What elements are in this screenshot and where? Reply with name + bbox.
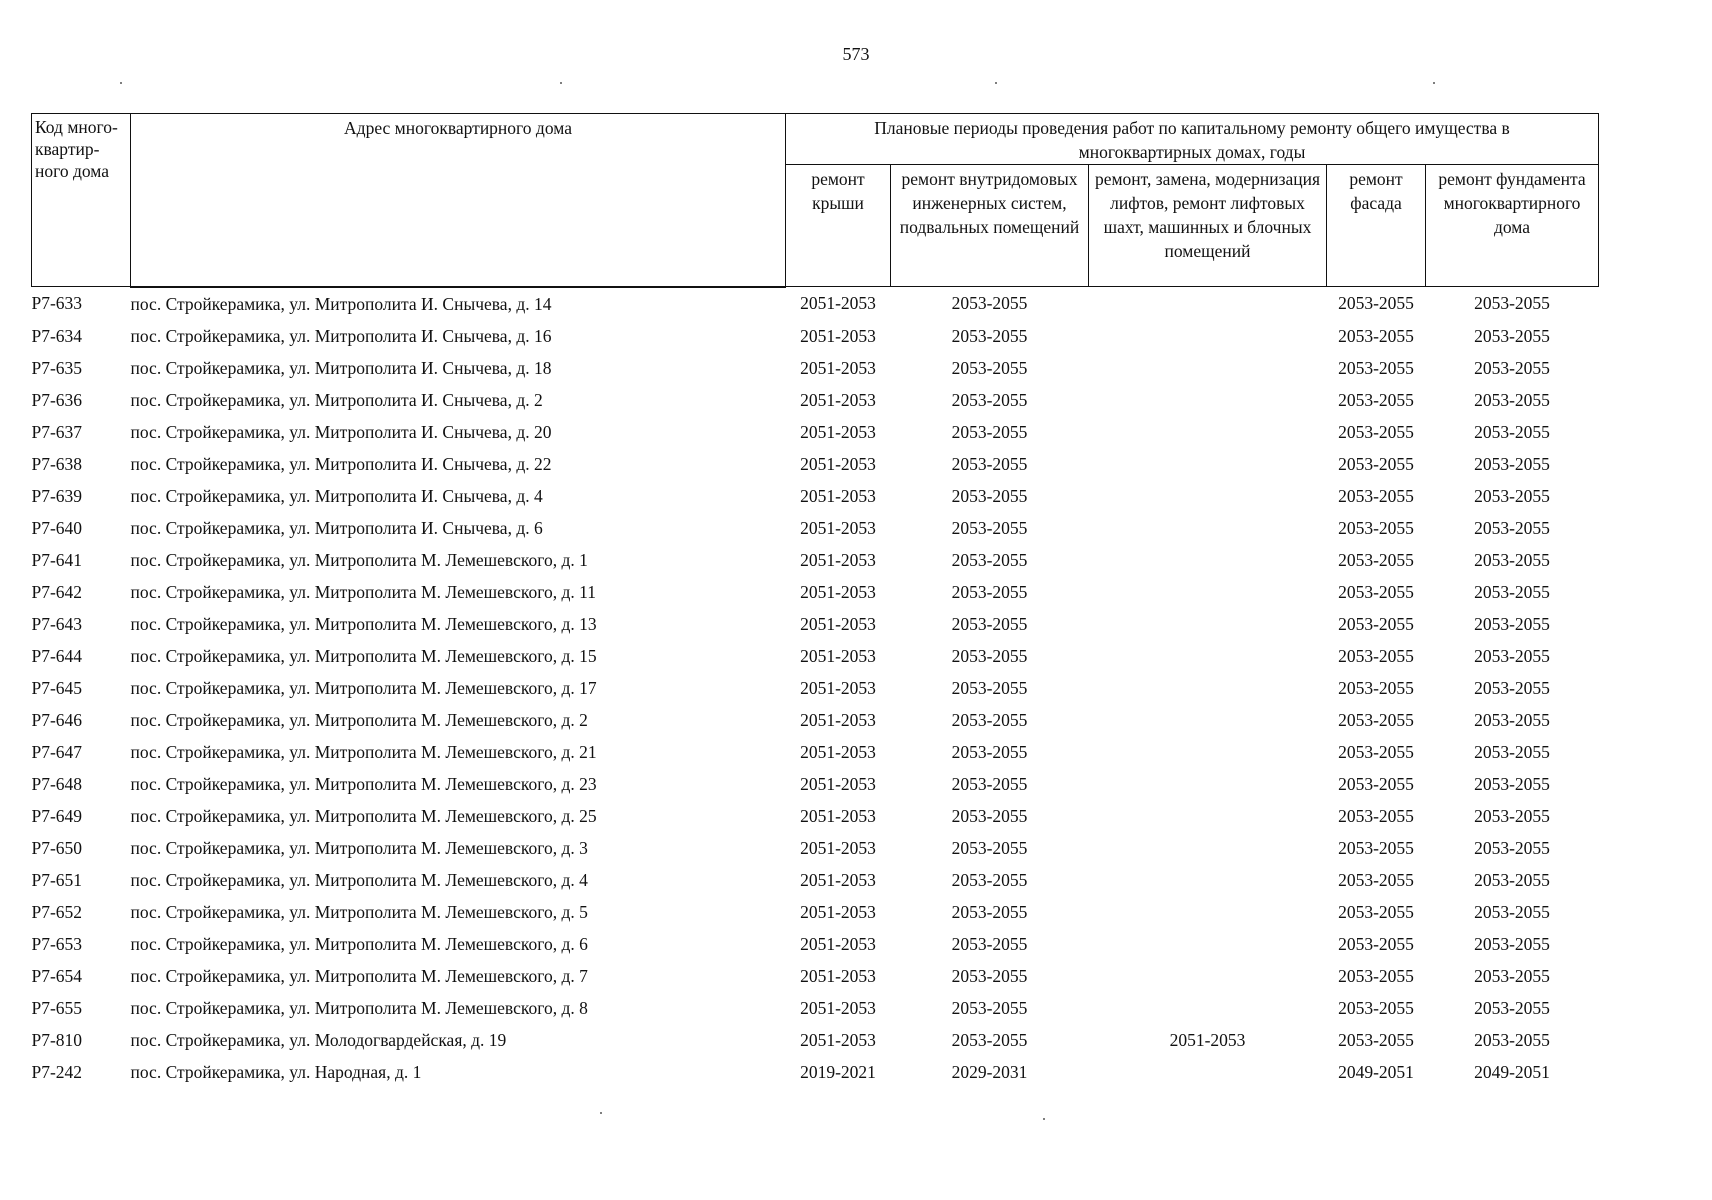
header-roof: ремонт крыши: [786, 165, 891, 287]
cell-elevators: [1089, 768, 1327, 800]
cell-roof: 2051-2053: [800, 741, 876, 762]
table-row: [32, 352, 1599, 384]
cell-elevators: [1089, 287, 1327, 320]
table-row: [32, 1024, 1599, 1056]
table-row: [32, 544, 1599, 576]
table-row: [32, 320, 1599, 352]
cell-address: пос. Стройкерамика, ул. Митрополита И. Снычева, д. 16: [130, 325, 552, 346]
cell-facade: 2053-2055: [1338, 741, 1414, 762]
cell-code: Р7-650: [31, 837, 83, 858]
cell-code: Р7-646: [31, 709, 83, 730]
cell-address: пос. Стройкерамика, ул. Митрополита М. Лемешевского, д. 17: [130, 677, 597, 698]
scan-speck: [1433, 82, 1435, 84]
cell-foundation: 2053-2055: [1474, 517, 1550, 538]
cell-code: Р7-643: [31, 613, 83, 634]
cell-elevators: [1089, 352, 1327, 384]
cell-facade: 2053-2055: [1338, 901, 1414, 922]
cell-roof: 2051-2053: [800, 869, 876, 890]
cell-code: Р7-638: [31, 453, 83, 474]
cell-roof: 2051-2053: [800, 965, 876, 986]
table-row: [32, 928, 1599, 960]
cell-elevators: [1089, 384, 1327, 416]
table-row: [32, 480, 1599, 512]
table-row: [32, 1056, 1599, 1088]
cell-foundation: 2053-2055: [1474, 389, 1550, 410]
scan-speck: [995, 82, 997, 84]
cell-code: Р7-645: [31, 677, 83, 698]
cell-facade: 2053-2055: [1338, 421, 1414, 442]
cell-address: пос. Стройкерамика, ул. Митрополита М. Лемешевского, д. 23: [130, 773, 597, 794]
cell-facade: 2053-2055: [1338, 933, 1414, 954]
cell-elevators: [1089, 896, 1327, 928]
header-address: Адрес многоквартирного дома: [131, 114, 786, 287]
cell-code: Р7-642: [31, 581, 83, 602]
cell-foundation: 2053-2055: [1474, 645, 1550, 666]
cell-code: Р7-648: [31, 773, 83, 794]
cell-roof: 2051-2053: [800, 325, 876, 346]
header-engineering: ремонт внутридомовых инженерных систем, подвальных помещений: [891, 165, 1089, 287]
cell-engineering: 2053-2055: [951, 325, 1028, 346]
cell-elevators: [1089, 544, 1327, 576]
cell-engineering: 2053-2055: [951, 645, 1028, 666]
cell-engineering: 2053-2055: [951, 517, 1028, 538]
table-row: [32, 448, 1599, 480]
cell-facade: 2053-2055: [1338, 677, 1414, 698]
cell-address: пос. Стройкерамика, ул. Молодогвардейская, д. 19: [130, 1029, 507, 1050]
cell-engineering: 2053-2055: [951, 549, 1028, 570]
cell-engineering: 2053-2055: [951, 677, 1028, 698]
cell-engineering: 2053-2055: [951, 965, 1028, 986]
cell-elevators: [1089, 832, 1327, 864]
table-header: [32, 114, 1599, 287]
cell-foundation: 2053-2055: [1474, 805, 1550, 826]
cell-foundation: 2053-2055: [1474, 293, 1550, 314]
cell-elevators: [1089, 672, 1327, 704]
cell-engineering: 2053-2055: [951, 901, 1028, 922]
header-code: Код много-квартир-ного дома: [32, 114, 131, 287]
cell-foundation: 2053-2055: [1474, 901, 1550, 922]
cell-roof: 2051-2053: [800, 997, 876, 1018]
scan-speck: [1043, 1118, 1045, 1120]
cell-address: пос. Стройкерамика, ул. Митрополита И. Снычева, д. 6: [130, 517, 543, 538]
cell-engineering: 2053-2055: [951, 357, 1028, 378]
cell-address: пос. Стройкерамика, ул. Митрополита М. Лемешевского, д. 15: [130, 645, 597, 666]
cell-foundation: 2053-2055: [1474, 773, 1550, 794]
cell-facade: 2053-2055: [1338, 1029, 1414, 1050]
cell-foundation: 2053-2055: [1474, 421, 1550, 442]
cell-engineering: 2053-2055: [951, 453, 1028, 474]
table-row: [32, 768, 1599, 800]
cell-code: Р7-640: [31, 517, 83, 538]
cell-address: пос. Стройкерамика, ул. Митрополита М. Лемешевского, д. 7: [130, 965, 588, 986]
cell-address: пос. Стройкерамика, ул. Митрополита И. Снычева, д. 22: [130, 453, 552, 474]
cell-address: пос. Стройкерамика, ул. Митрополита М. Лемешевского, д. 13: [130, 613, 597, 634]
table-row: [32, 864, 1599, 896]
cell-facade: 2053-2055: [1338, 389, 1414, 410]
cell-elevators: [1089, 608, 1327, 640]
capital-repair-table: [31, 113, 1599, 1088]
cell-facade: 2053-2055: [1338, 773, 1414, 794]
cell-address: пос. Стройкерамика, ул. Митрополита И. Снычева, д. 2: [130, 389, 543, 410]
cell-foundation: 2053-2055: [1474, 357, 1550, 378]
cell-engineering: 2053-2055: [951, 997, 1028, 1018]
cell-foundation: 2053-2055: [1474, 581, 1550, 602]
cell-code: Р7-655: [31, 997, 83, 1018]
cell-code: Р7-635: [31, 357, 83, 378]
cell-foundation: 2053-2055: [1474, 997, 1550, 1018]
cell-roof: 2051-2053: [800, 613, 876, 634]
cell-engineering: 2053-2055: [951, 741, 1028, 762]
table-row: [32, 384, 1599, 416]
cell-roof: 2051-2053: [800, 421, 876, 442]
cell-code: Р7-651: [31, 869, 83, 890]
table-row: [32, 416, 1599, 448]
cell-roof: 2051-2053: [800, 645, 876, 666]
cell-code: Р7-639: [31, 485, 83, 506]
cell-engineering: 2053-2055: [951, 933, 1028, 954]
cell-code: Р7-633: [31, 293, 83, 314]
cell-facade: 2053-2055: [1338, 581, 1414, 602]
cell-elevators: [1089, 512, 1327, 544]
cell-elevators: [1089, 960, 1327, 992]
scan-speck: [560, 82, 562, 84]
cell-address: пос. Стройкерамика, ул. Митрополита М. Лемешевского, д. 5: [130, 901, 588, 922]
table-row: [32, 800, 1599, 832]
cell-code: Р7-641: [31, 549, 83, 570]
cell-roof: 2051-2053: [800, 933, 876, 954]
cell-engineering: 2053-2055: [951, 293, 1028, 314]
table-row: [32, 640, 1599, 672]
cell-address: пос. Стройкерамика, ул. Митрополита М. Лемешевского, д. 6: [130, 933, 588, 954]
cell-facade: 2053-2055: [1338, 357, 1414, 378]
cell-address: пос. Стройкерамика, ул. Митрополита М. Лемешевского, д. 4: [130, 869, 588, 890]
cell-address: пос. Стройкерамика, ул. Митрополита М. Лемешевского, д. 11: [130, 581, 596, 602]
cell-elevators: [1089, 992, 1327, 1024]
cell-foundation: 2053-2055: [1474, 869, 1550, 890]
cell-foundation: 2053-2055: [1474, 549, 1550, 570]
cell-address: пос. Стройкерамика, ул. Митрополита И. Снычева, д. 14: [130, 293, 552, 314]
cell-foundation: 2053-2055: [1474, 741, 1550, 762]
scan-speck: [120, 82, 122, 84]
cell-elevators: [1089, 928, 1327, 960]
cell-engineering: 2053-2055: [951, 773, 1028, 794]
cell-foundation: 2053-2055: [1474, 933, 1550, 954]
cell-address: пос. Стройкерамика, ул. Митрополита М. Лемешевского, д. 21: [130, 741, 597, 762]
cell-engineering: 2053-2055: [951, 421, 1028, 442]
cell-code: Р7-810: [31, 1029, 83, 1050]
cell-roof: 2051-2053: [800, 293, 876, 314]
cell-elevators: [1089, 416, 1327, 448]
header-planned-periods: Плановые периоды проведения работ по капитальному ремонту общего имущества в многоквартирных домах, годы: [786, 114, 1599, 165]
cell-engineering: 2053-2055: [951, 1029, 1028, 1050]
cell-elevators: [1089, 448, 1327, 480]
cell-engineering: 2053-2055: [951, 613, 1028, 634]
cell-code: Р7-242: [31, 1061, 83, 1082]
table-row: [32, 992, 1599, 1024]
cell-code: Р7-636: [31, 389, 83, 410]
cell-foundation: 2053-2055: [1474, 677, 1550, 698]
cell-address: пос. Стройкерамика, ул. Митрополита М. Лемешевского, д. 3: [130, 837, 588, 858]
cell-address: пос. Стройкерамика, ул. Митрополита И. Снычева, д. 4: [130, 485, 543, 506]
cell-elevators: [1089, 864, 1327, 896]
cell-engineering: 2053-2055: [951, 869, 1028, 890]
header-foundation: ремонт фундамента многоквартирного дома: [1426, 165, 1599, 287]
cell-roof: 2051-2053: [800, 581, 876, 602]
cell-facade: 2053-2055: [1338, 709, 1414, 730]
cell-roof: 2019-2021: [800, 1061, 876, 1082]
cell-code: Р7-647: [31, 741, 83, 762]
cell-facade: 2053-2055: [1338, 453, 1414, 474]
cell-foundation: 2053-2055: [1474, 613, 1550, 634]
cell-roof: 2051-2053: [800, 549, 876, 570]
cell-address: пос. Стройкерамика, ул. Митрополита М. Лемешевского, д. 25: [130, 805, 597, 826]
cell-code: Р7-653: [31, 933, 83, 954]
cell-roof: 2051-2053: [800, 837, 876, 858]
cell-elevators: 2051-2053: [1169, 1029, 1246, 1050]
cell-elevators: [1089, 800, 1327, 832]
cell-roof: 2051-2053: [800, 773, 876, 794]
cell-facade: 2053-2055: [1338, 485, 1414, 506]
cell-facade: 2053-2055: [1338, 325, 1414, 346]
table-row: [32, 704, 1599, 736]
cell-elevators: [1089, 1056, 1327, 1088]
cell-code: Р7-652: [31, 901, 83, 922]
cell-elevators: [1089, 480, 1327, 512]
table-row: [32, 832, 1599, 864]
cell-foundation: 2049-2051: [1474, 1061, 1550, 1082]
cell-elevators: [1089, 704, 1327, 736]
cell-engineering: 2053-2055: [951, 389, 1028, 410]
cell-engineering: 2053-2055: [951, 837, 1028, 858]
cell-code: Р7-644: [31, 645, 83, 666]
cell-facade: 2053-2055: [1338, 997, 1414, 1018]
cell-elevators: [1089, 736, 1327, 768]
cell-facade: 2053-2055: [1338, 965, 1414, 986]
table-row: [32, 960, 1599, 992]
table-row: [32, 576, 1599, 608]
cell-address: пос. Стройкерамика, ул. Народная, д. 1: [130, 1061, 422, 1082]
cell-roof: 2051-2053: [800, 1029, 876, 1050]
cell-facade: 2053-2055: [1338, 613, 1414, 634]
cell-engineering: 2053-2055: [951, 709, 1028, 730]
cell-elevators: [1089, 576, 1327, 608]
cell-roof: 2051-2053: [800, 485, 876, 506]
cell-facade: 2053-2055: [1338, 293, 1414, 314]
cell-address: пос. Стройкерамика, ул. Митрополита И. Снычева, д. 18: [130, 357, 552, 378]
table-body: [32, 287, 1599, 1088]
cell-facade: 2053-2055: [1338, 549, 1414, 570]
cell-foundation: 2053-2055: [1474, 485, 1550, 506]
cell-roof: 2051-2053: [800, 901, 876, 922]
cell-foundation: 2053-2055: [1474, 453, 1550, 474]
cell-address: пос. Стройкерамика, ул. Митрополита М. Лемешевского, д. 1: [130, 549, 588, 570]
cell-facade: 2053-2055: [1338, 805, 1414, 826]
scan-speck: [600, 1112, 602, 1114]
table-row: [32, 672, 1599, 704]
table-row: [32, 287, 1599, 320]
table-row: [32, 736, 1599, 768]
cell-engineering: 2029-2031: [951, 1061, 1028, 1082]
cell-roof: 2051-2053: [800, 453, 876, 474]
cell-facade: 2053-2055: [1338, 517, 1414, 538]
page-number: 573: [842, 44, 870, 64]
cell-roof: 2051-2053: [800, 357, 876, 378]
cell-engineering: 2053-2055: [951, 581, 1028, 602]
header-elevators: ремонт, замена, модернизация лифтов, ремонт лифтовых шахт, машинных и блочных помещений: [1089, 165, 1327, 287]
cell-foundation: 2053-2055: [1474, 709, 1550, 730]
cell-roof: 2051-2053: [800, 677, 876, 698]
cell-elevators: [1089, 320, 1327, 352]
cell-foundation: 2053-2055: [1474, 965, 1550, 986]
cell-address: пос. Стройкерамика, ул. Митрополита И. Снычева, д. 20: [130, 421, 552, 442]
cell-address: пос. Стройкерамика, ул. Митрополита М. Лемешевского, д. 8: [130, 997, 588, 1018]
cell-code: Р7-654: [31, 965, 83, 986]
cell-elevators: [1089, 640, 1327, 672]
cell-facade: 2053-2055: [1338, 645, 1414, 666]
cell-engineering: 2053-2055: [951, 485, 1028, 506]
table-row: [32, 608, 1599, 640]
cell-roof: 2051-2053: [800, 389, 876, 410]
cell-facade: 2049-2051: [1338, 1061, 1414, 1082]
cell-facade: 2053-2055: [1338, 869, 1414, 890]
table-row: [32, 512, 1599, 544]
table-row: [32, 896, 1599, 928]
cell-foundation: 2053-2055: [1474, 837, 1550, 858]
cell-roof: 2051-2053: [800, 805, 876, 826]
cell-roof: 2051-2053: [800, 517, 876, 538]
cell-engineering: 2053-2055: [951, 805, 1028, 826]
cell-code: Р7-649: [31, 805, 83, 826]
header-facade: ремонт фасада: [1327, 165, 1426, 287]
cell-foundation: 2053-2055: [1474, 325, 1550, 346]
cell-code: Р7-637: [31, 421, 83, 442]
cell-foundation: 2053-2055: [1474, 1029, 1550, 1050]
cell-code: Р7-634: [31, 325, 83, 346]
cell-roof: 2051-2053: [800, 709, 876, 730]
cell-facade: 2053-2055: [1338, 837, 1414, 858]
cell-address: пос. Стройкерамика, ул. Митрополита М. Лемешевского, д. 2: [130, 709, 588, 730]
